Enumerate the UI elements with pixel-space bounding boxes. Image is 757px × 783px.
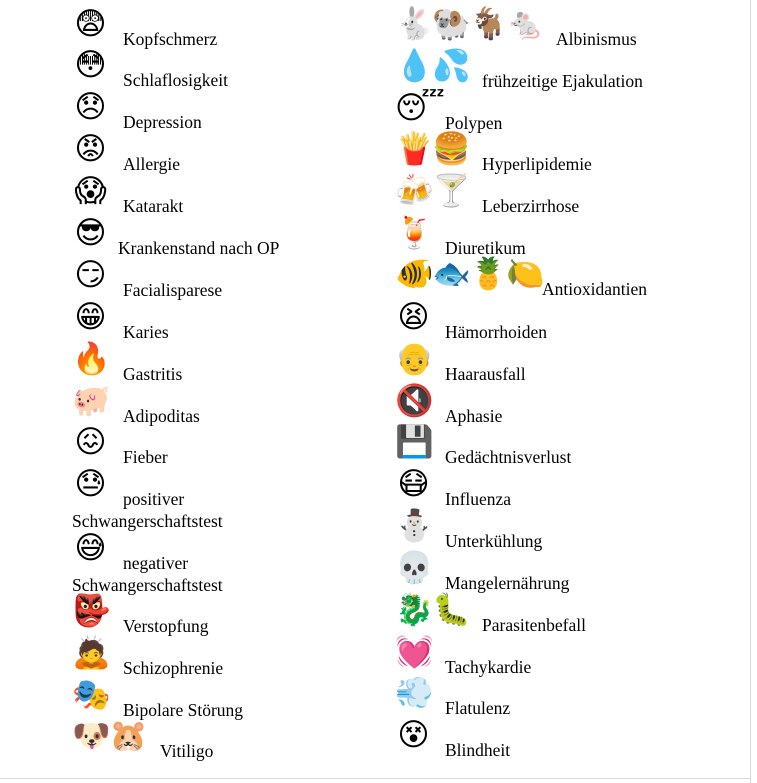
emoji-group bbox=[395, 131, 469, 167]
tropical-fish-icon: 🐠 bbox=[395, 256, 434, 292]
dragon-icon: 🐉 bbox=[395, 592, 434, 628]
smirking-face-icon: 😏 bbox=[74, 257, 107, 293]
emoji-group bbox=[72, 718, 146, 754]
screaming-face-icon: 😱 bbox=[74, 173, 107, 209]
angry-face-icon: 😡 bbox=[74, 131, 107, 167]
condition-label: Hämorrhoiden bbox=[445, 322, 548, 342]
tired-face-icon: 😫 bbox=[397, 299, 430, 335]
condition-label: Parasitenbefall bbox=[482, 615, 586, 635]
emoji-group bbox=[72, 530, 109, 566]
emoji-group bbox=[395, 383, 432, 419]
page-border-bottom bbox=[0, 778, 751, 779]
confounded-face-icon: 😖 bbox=[74, 424, 107, 460]
beating-heart-icon: 💓 bbox=[395, 634, 434, 670]
condition-label: Tachykardie bbox=[445, 657, 532, 677]
pineapple-icon: 🍍 bbox=[469, 256, 508, 292]
emoji-group bbox=[395, 550, 432, 586]
dog-face-icon: 🐶 bbox=[72, 718, 111, 754]
emoji-group bbox=[72, 6, 109, 42]
condition-label-line1: positiver bbox=[123, 489, 185, 509]
beer-mugs-icon: 🍻 bbox=[395, 173, 434, 209]
fish-icon: 🐟 bbox=[432, 256, 471, 292]
emoji-group bbox=[395, 215, 432, 251]
sleeping-face-icon: 😴 bbox=[395, 90, 445, 126]
emoji-group bbox=[395, 341, 432, 377]
emoji-group bbox=[395, 173, 469, 209]
tropical-drink-icon: 🍹 bbox=[395, 215, 434, 251]
rabbit-icon: 🐇 bbox=[395, 6, 434, 42]
condition-label: Verstopfung bbox=[123, 616, 209, 636]
condition-label-line2: Schwangerschaftstest bbox=[72, 575, 223, 595]
floppy-disk-icon: 💾 bbox=[395, 424, 434, 460]
condition-label: Bipolare Störung bbox=[123, 700, 244, 720]
condition-label: frühzeitige Ejakulation bbox=[482, 71, 643, 91]
emoji-group bbox=[72, 257, 109, 293]
condition-label: Allergie bbox=[123, 154, 181, 174]
emoji-group bbox=[395, 256, 543, 292]
emoji-group bbox=[72, 89, 109, 125]
dashing-away-icon: 💨 bbox=[395, 675, 434, 711]
dizzy-face-icon: 😵 bbox=[397, 717, 430, 753]
condition-label: Adipoditas bbox=[123, 406, 200, 426]
lemon-icon: 🍋 bbox=[506, 256, 545, 292]
emoji-group bbox=[395, 592, 469, 628]
performing-arts-icon: 🎭 bbox=[72, 677, 111, 713]
emoji-group bbox=[72, 131, 109, 167]
flushed-face-icon: 😳 bbox=[74, 47, 107, 83]
fire-icon: 🔥 bbox=[72, 341, 111, 377]
page-border-right bbox=[750, 0, 751, 783]
emoji-group bbox=[72, 424, 109, 460]
pig-icon: 🐖 bbox=[72, 383, 111, 419]
condition-label-line2: Schwangerschaftstest bbox=[72, 511, 223, 531]
condition-label: Albinismus bbox=[556, 29, 637, 49]
downcast-sweat-face-icon: 😓 bbox=[74, 466, 107, 502]
emoji-group bbox=[395, 6, 543, 42]
emoji-group bbox=[395, 48, 469, 84]
grinning-sweat-face-icon: 😅 bbox=[74, 530, 107, 566]
condition-label: Gedächtnisverlust bbox=[445, 447, 572, 467]
emoji-group bbox=[72, 466, 109, 502]
condition-label: Vitiligo bbox=[160, 741, 214, 761]
condition-label: Leberzirrhose bbox=[482, 196, 580, 216]
skull-icon: 💀 bbox=[395, 550, 434, 586]
snowman-icon: ⛄ bbox=[395, 508, 434, 544]
emoji-group bbox=[72, 341, 109, 377]
condition-label: Haarausfall bbox=[445, 364, 526, 384]
ram-icon: 🐏 bbox=[432, 6, 471, 42]
condition-label: Kopfschmerz bbox=[123, 29, 218, 49]
old-man-icon: 👴 bbox=[395, 341, 434, 377]
emoji-group bbox=[72, 47, 109, 83]
condition-label: Influenza bbox=[445, 489, 512, 509]
condition-label: Schlaflosigkeit bbox=[123, 70, 228, 90]
condition-label: Diuretikum bbox=[445, 238, 526, 258]
emoji-group bbox=[395, 466, 432, 502]
hamburger-icon: 🍔 bbox=[432, 131, 471, 167]
muted-speaker-icon: 🔇 bbox=[395, 383, 434, 419]
grinning-face-icon: 😁 bbox=[74, 299, 107, 335]
condition-label: Depression bbox=[123, 112, 202, 132]
emoji-group bbox=[72, 215, 109, 251]
cocktail-glass-icon: 🍸 bbox=[432, 173, 471, 209]
condition-label: Flatulenz bbox=[445, 698, 511, 718]
goat-icon: 🐐 bbox=[469, 6, 508, 42]
sweat-droplets-icon: 💦 bbox=[432, 48, 471, 84]
condition-label-line1: negativer bbox=[123, 553, 189, 573]
emoji-group bbox=[72, 593, 109, 629]
condition-label: Karies bbox=[123, 322, 169, 342]
condition-label: Aphasie bbox=[445, 406, 503, 426]
emoji-group bbox=[72, 677, 109, 713]
sunglasses-face-icon: 😎 bbox=[74, 215, 107, 251]
condition-label: Facialisparese bbox=[123, 280, 223, 300]
caterpillar-icon: 🐛 bbox=[432, 592, 471, 628]
fearful-face-icon: 😨 bbox=[74, 6, 107, 42]
french-fries-icon: 🍟 bbox=[395, 131, 434, 167]
hamster-face-icon: 🐹 bbox=[109, 718, 148, 754]
emoji-group bbox=[72, 299, 109, 335]
condition-label: Hyperlipidemie bbox=[482, 154, 592, 174]
emoji-group bbox=[395, 299, 432, 335]
emoji-group bbox=[395, 717, 432, 753]
droplet-icon: 💧 bbox=[395, 48, 434, 84]
emoji-group bbox=[72, 173, 109, 209]
condition-label: Fieber bbox=[123, 447, 168, 467]
emoji-group bbox=[395, 634, 432, 670]
disappointed-face-icon: 😞 bbox=[74, 89, 107, 125]
emoji-group bbox=[72, 383, 109, 419]
goblin-icon: 👺 bbox=[72, 593, 111, 629]
condition-label: Unterkühlung bbox=[445, 531, 543, 551]
condition-label: Schizophrenie bbox=[123, 658, 224, 678]
emoji-group bbox=[395, 424, 432, 460]
condition-label: Polypen bbox=[445, 113, 503, 133]
condition-label: Mangelernährung bbox=[445, 573, 570, 593]
emoji-group bbox=[395, 508, 432, 544]
emoji-group bbox=[72, 635, 109, 671]
condition-label: Blindheit bbox=[445, 740, 511, 760]
condition-label: Katarakt bbox=[123, 196, 184, 216]
condition-label: Antioxidantien bbox=[542, 279, 647, 299]
medical-mask-face-icon: 😷 bbox=[397, 466, 430, 502]
emoji-group bbox=[395, 90, 445, 126]
condition-label: Gastritis bbox=[123, 364, 183, 384]
emoji-group bbox=[395, 675, 432, 711]
bowing-person-icon: 🙇 bbox=[72, 635, 111, 671]
mouse-icon: 🐁 bbox=[506, 6, 545, 42]
condition-label: Krankenstand nach OP bbox=[118, 238, 280, 258]
